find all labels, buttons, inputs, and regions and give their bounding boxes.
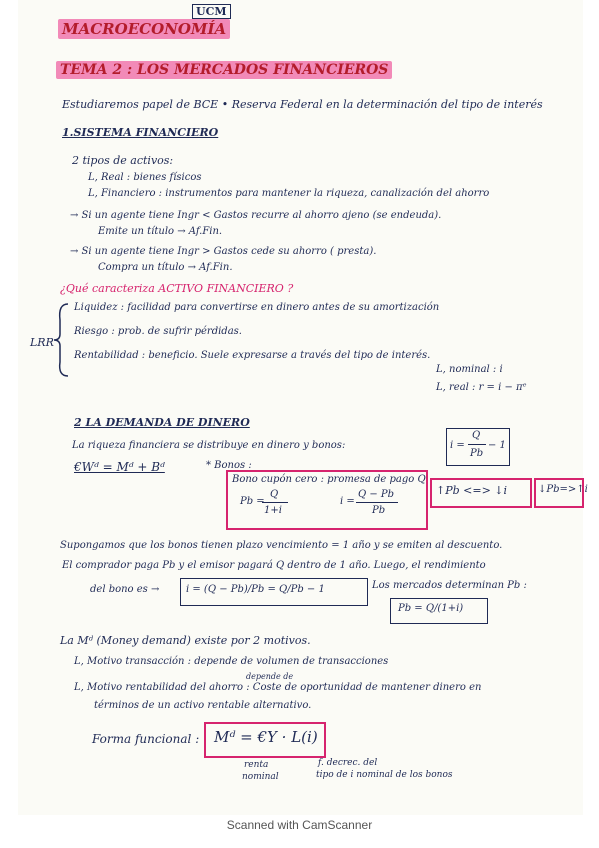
compra-titulo: Compra un título → Af.Fin.: [98, 262, 233, 273]
activo-financiero: L, Financiero : instrumentos para mantener la riqueza, canalización del ahorro: [88, 188, 490, 199]
motivo-transaccion: L, Motivo transacción : depende de volumen de transacciones: [74, 656, 389, 667]
pb-fraction-bar: [262, 502, 288, 503]
motivo-rentabilidad: L, Motivo rentabilidad del ahorro : Coste de oportunidad de mantener dinero en: [74, 682, 482, 693]
relacion-text: ↑Pb <=> ↓i: [436, 484, 508, 497]
riqueza-ecuacion: €Wᵈ = Mᵈ + Bᵈ: [74, 460, 165, 474]
ibox-rest: − 1: [488, 440, 506, 451]
ingr-mayor: → Si un agente tiene Ingr > Gastos cede su ahorro ( presta).: [70, 246, 377, 257]
activo-real: L, Real : bienes físicos: [88, 172, 202, 183]
mercados-text: Los mercados determinan Pb :: [372, 580, 527, 591]
depende-de: depende de: [246, 672, 294, 681]
section-1-title: 1.SISTEMA FINANCIERO: [62, 126, 219, 139]
pb-num: Q: [270, 489, 279, 500]
i-fraction-bar: [356, 502, 398, 503]
pb-box-formula: Pb = Q/(1+i): [398, 603, 464, 614]
renta-label: renta: [244, 760, 269, 770]
emite-titulo: Emite un título → Af.Fin.: [98, 226, 223, 237]
pb-den: 1+i: [264, 505, 282, 516]
supongamos-text: Supongamos que los bonos tienen plazo vencimiento = 1 año y se emiten al descuento.: [60, 540, 503, 551]
terminos-text: términos de un activo rentable alternativo.: [94, 700, 312, 711]
activos-label: 2 tipos de activos:: [72, 154, 174, 167]
liquidez-text: Liquidez : facilidad para convertirse en dinero antes de su amortización: [74, 302, 440, 313]
tipo-real: L, real : r = i − πᵉ: [436, 382, 527, 393]
tipo-nominal: L, nominal : i: [436, 364, 503, 375]
i-den: Pb: [372, 505, 386, 516]
i-lhs: i =: [340, 496, 355, 507]
i-num: Q − Pb: [358, 489, 395, 500]
forma-funcional-label: Forma funcional :: [92, 732, 200, 746]
bono-cupon-text: Bono cupón cero : promesa de pago Q: [232, 474, 426, 485]
bonos-label: * Bonos :: [206, 460, 252, 471]
lrr-label: LRR: [30, 336, 54, 349]
relacion2-text: ↓Pb=>↑i: [538, 484, 588, 495]
university-tag: UCM: [192, 4, 231, 19]
intro-text: Estudiaremos papel de BCE • Reserva Federal en la determinación del tipo de interés: [62, 98, 543, 111]
ibox-den: Pb: [470, 448, 484, 459]
pregunta-activo: ¿Qué caracteriza ACTIVO FINANCIERO ?: [60, 282, 294, 295]
ibox-num: Q: [472, 430, 481, 441]
md-motivos: La Mᵈ (Money demand) existe por 2 motivos.: [60, 634, 311, 647]
course-title: MACROECONOMÍA: [58, 20, 230, 38]
ibox-lhs: i =: [450, 440, 465, 451]
lrr-brace: [52, 300, 72, 380]
nominal-label: nominal: [242, 772, 279, 782]
ibox-fraction-bar: [468, 444, 486, 445]
pb-lhs: Pb =: [240, 496, 265, 507]
section-2-title: 2 LA DEMANDA DE DINERO: [74, 416, 250, 429]
riqueza-text: La riqueza financiera se distribuye en dinero y bonos:: [72, 440, 346, 451]
rentabilidad-text: Rentabilidad : beneficio. Suele expresarse a través del tipo de interés.: [74, 350, 431, 361]
scanner-watermark: Scanned with CamScanner: [226, 818, 373, 832]
decrec-label: f. decrec. del: [318, 758, 378, 768]
comprador-text: El comprador paga Pb y el emisor pagará Q dentro de 1 año. Luego, el rendimiento: [62, 560, 486, 571]
rendimiento-formula: i = (Q − Pb)/Pb = Q/Pb − 1: [186, 584, 325, 595]
tipo-nominal-bonos: tipo de i nominal de los bonos: [316, 770, 453, 780]
tema-title: TEMA 2 : LOS MERCADOS FINANCIEROS: [56, 62, 392, 78]
ingr-menor: → Si un agente tiene Ingr < Gastos recurre al ahorro ajeno (se endeuda).: [70, 210, 442, 221]
riesgo-text: Riesgo : prob. de sufrir pérdidas.: [74, 326, 242, 337]
del-bono-text: del bono es →: [90, 584, 160, 595]
md-formula: Mᵈ = €Y · L(i): [214, 728, 318, 746]
